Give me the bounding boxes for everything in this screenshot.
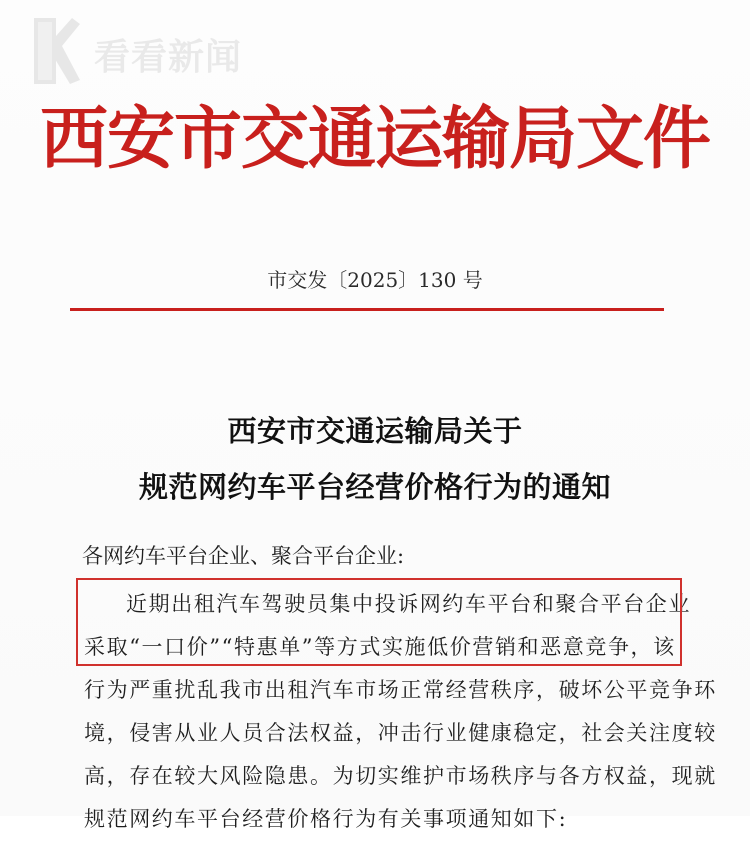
document-number: 市交发〔2025〕130 号 xyxy=(267,268,483,292)
body-line: 近期出租汽车驾驶员集中投诉网约车平台和聚合平台企业 xyxy=(126,592,691,616)
red-highlight-box xyxy=(76,578,691,666)
watermark xyxy=(26,14,242,88)
notice-title xyxy=(0,407,750,511)
red-header-title: 西安市交通运输局文件 xyxy=(39,99,710,179)
watermark-text: 看看新闻 xyxy=(94,36,243,78)
kankan-news-logo-icon xyxy=(26,14,84,88)
body-line: 行为严重扰乱我市出租汽车市场正常经营秩序，破坏公平竞争环 xyxy=(84,678,717,702)
salutation: 各网约车平台企业、聚合平台企业: xyxy=(82,544,405,568)
body-line: 境，侵害从业人员合法权益，冲击行业健康稳定，社会关注度较 xyxy=(84,721,717,745)
body-line: 高，存在较大风险隐患。为切实维护市场秩序与各方权益，现就 xyxy=(84,764,717,788)
notice-title-line-2: 规范网约车平台经营价格行为的通知 xyxy=(138,470,611,504)
red-divider-line xyxy=(70,308,664,311)
body-line: 规范网约车平台经营价格行为有关事项通知如下: xyxy=(84,807,568,831)
notice-title-line-1: 西安市交通运输局关于 xyxy=(227,414,523,448)
body-line: 采取“一口价”“特惠单”等方式实施低价营销和恶意竞争，该 xyxy=(84,635,676,659)
